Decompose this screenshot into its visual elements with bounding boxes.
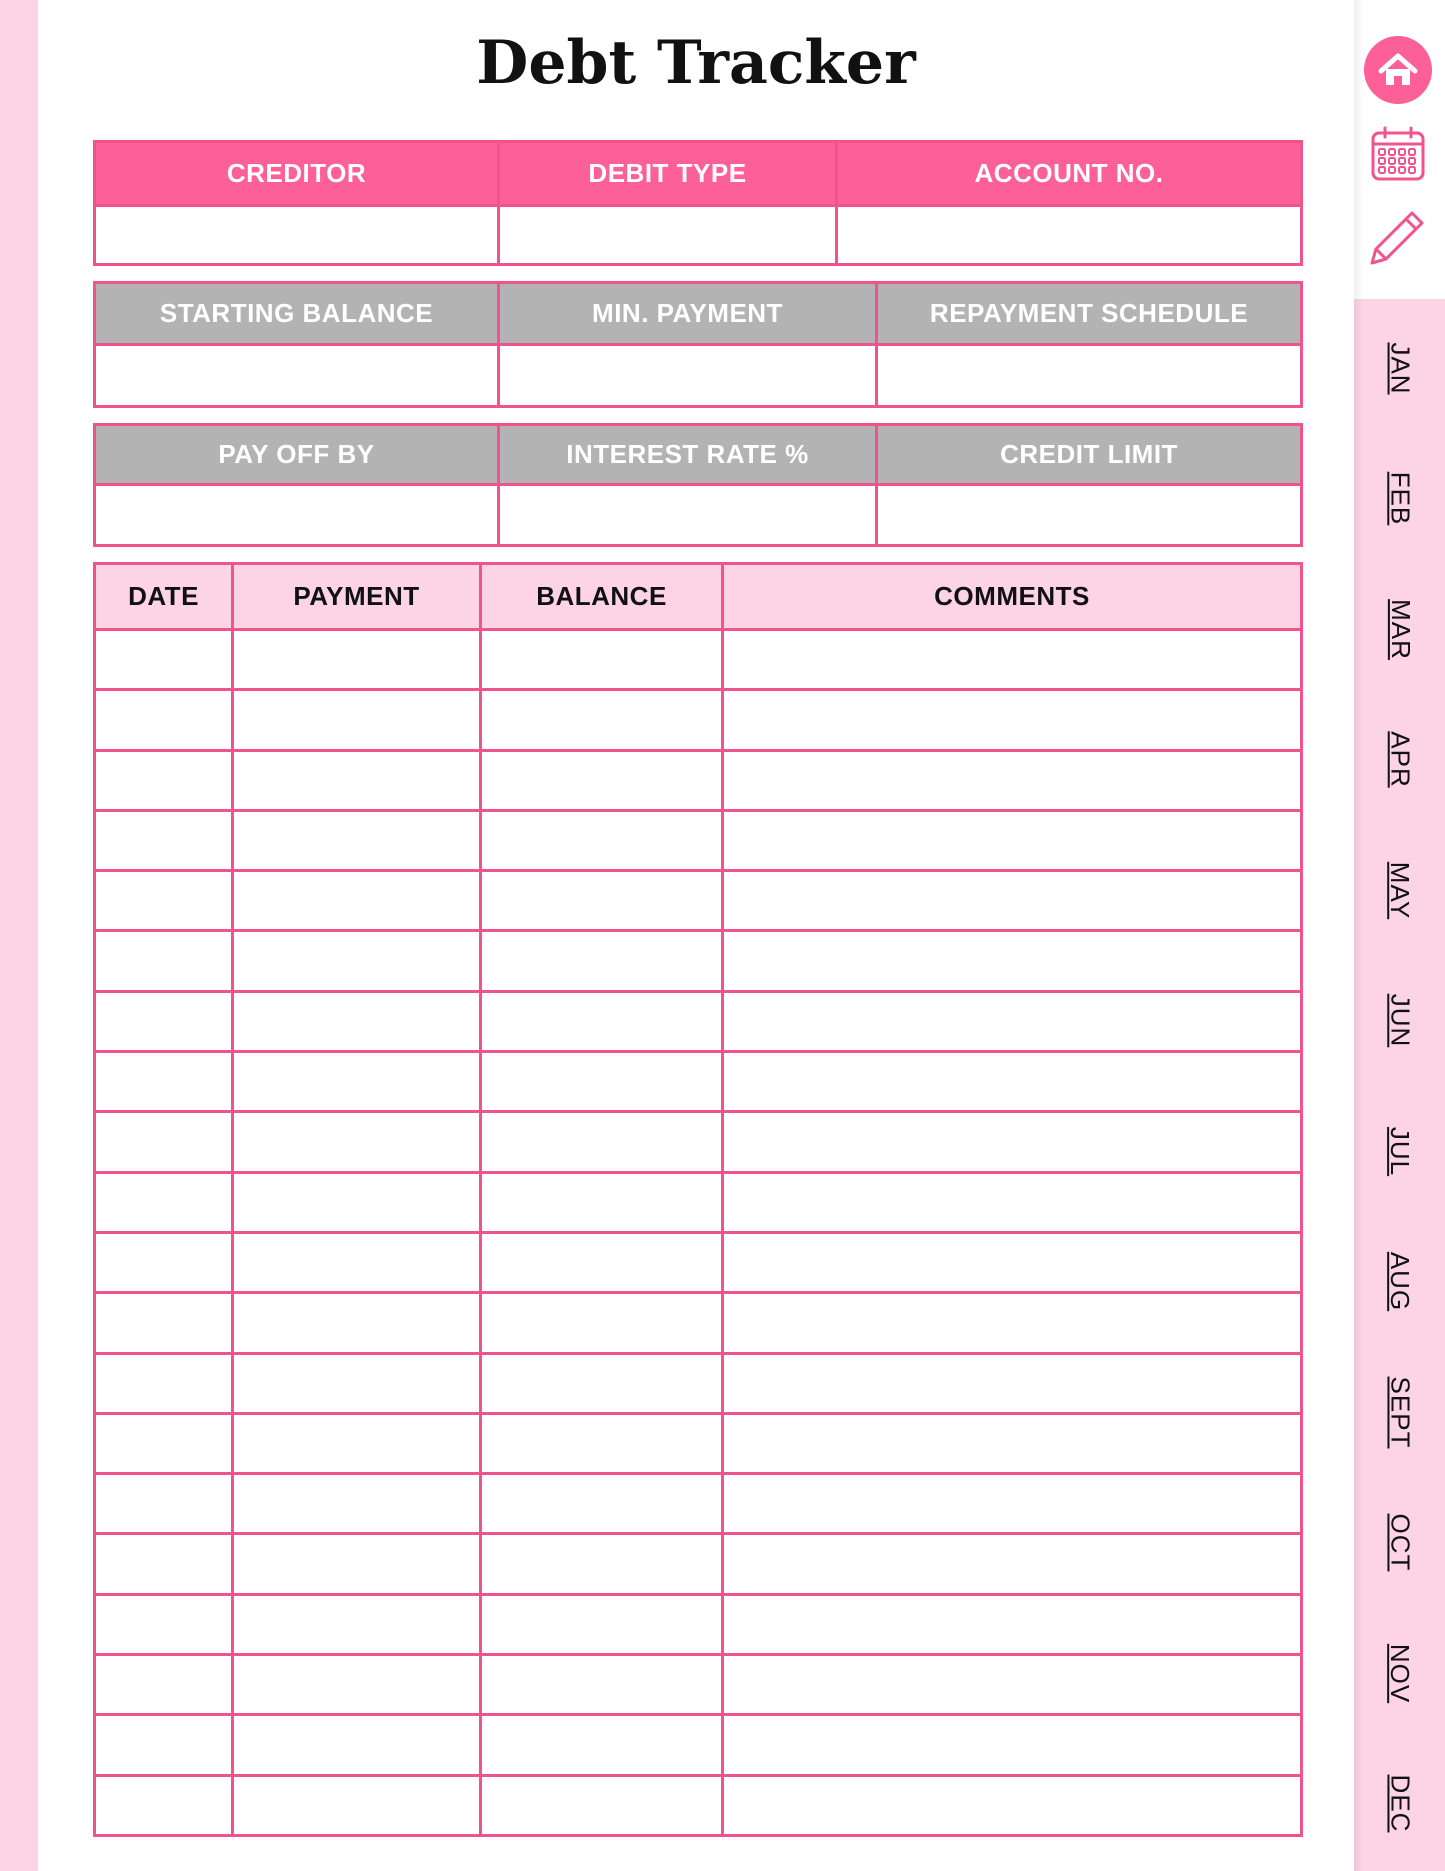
comments-cell[interactable] xyxy=(723,1775,1302,1835)
month-tab-label: AUG xyxy=(1385,1251,1416,1312)
balance-cell[interactable] xyxy=(481,1232,723,1292)
comments-cell[interactable] xyxy=(723,750,1302,810)
date-cell[interactable] xyxy=(95,1474,233,1534)
month-tab-apr[interactable] xyxy=(1372,715,1428,805)
table-row xyxy=(95,810,1302,870)
comments-cell[interactable] xyxy=(723,1655,1302,1715)
comments-cell[interactable] xyxy=(723,1232,1302,1292)
table-row xyxy=(95,1413,1302,1473)
comments-header: COMMENTS xyxy=(723,564,1302,630)
comments-cell[interactable] xyxy=(723,931,1302,991)
payment-log-table xyxy=(93,562,1303,1837)
payment-cell[interactable] xyxy=(233,750,481,810)
interest-rate-field[interactable] xyxy=(499,485,877,546)
comments-cell[interactable] xyxy=(723,1715,1302,1775)
payment-cell[interactable] xyxy=(233,1594,481,1654)
balance-cell[interactable] xyxy=(481,871,723,931)
payment-cell[interactable] xyxy=(233,690,481,750)
balance-cell[interactable] xyxy=(481,1474,723,1534)
month-tab-label: NOV xyxy=(1385,1643,1416,1703)
creditor-header: CREDITOR xyxy=(95,142,499,206)
balance-cell[interactable] xyxy=(481,1775,723,1835)
table-row xyxy=(95,1655,1302,1715)
table-row xyxy=(95,1715,1302,1775)
date-cell[interactable] xyxy=(95,630,233,690)
pencil-icon[interactable] xyxy=(1364,205,1430,276)
month-tab-may[interactable] xyxy=(1372,845,1428,935)
date-cell[interactable] xyxy=(95,1715,233,1775)
page-title: Debt Tracker xyxy=(476,28,916,98)
table-row xyxy=(95,1594,1302,1654)
month-tab-aug[interactable] xyxy=(1372,1237,1428,1327)
balance-cell[interactable] xyxy=(481,1655,723,1715)
comments-cell[interactable] xyxy=(723,1413,1302,1473)
date-cell[interactable] xyxy=(95,1052,233,1112)
month-tab-label: DEC xyxy=(1385,1774,1416,1833)
balance-cell[interactable] xyxy=(481,810,723,870)
balance-cell[interactable] xyxy=(481,991,723,1051)
comments-cell[interactable] xyxy=(723,1534,1302,1594)
comments-cell[interactable] xyxy=(723,1172,1302,1232)
table-row xyxy=(95,630,1302,690)
date-cell[interactable] xyxy=(95,1534,233,1594)
payment-cell[interactable] xyxy=(233,1052,481,1112)
month-tab-label: OCT xyxy=(1385,1513,1416,1572)
creditor-info-table xyxy=(93,140,1303,266)
table-row xyxy=(95,1052,1302,1112)
payment-cell[interactable] xyxy=(233,810,481,870)
date-cell[interactable] xyxy=(95,750,233,810)
credit-limit-field[interactable] xyxy=(877,485,1302,546)
date-cell[interactable] xyxy=(95,1413,233,1473)
date-cell[interactable] xyxy=(95,1172,233,1232)
balance-cell[interactable] xyxy=(481,690,723,750)
comments-cell[interactable] xyxy=(723,630,1302,690)
table-row xyxy=(95,690,1302,750)
date-cell[interactable] xyxy=(95,871,233,931)
balance-header: BALANCE xyxy=(481,564,723,630)
comments-cell[interactable] xyxy=(723,1474,1302,1534)
interest-rate-header: INTEREST RATE % xyxy=(499,425,877,485)
month-tab-label: JAN xyxy=(1385,341,1416,395)
month-tab-nov[interactable] xyxy=(1372,1628,1428,1718)
date-cell[interactable] xyxy=(95,1775,233,1835)
date-cell[interactable] xyxy=(95,1594,233,1654)
balance-cell[interactable] xyxy=(481,931,723,991)
comments-cell[interactable] xyxy=(723,690,1302,750)
payment-cell[interactable] xyxy=(233,871,481,931)
month-tab-sept[interactable] xyxy=(1372,1367,1428,1457)
creditor-field[interactable] xyxy=(95,206,499,265)
table-row xyxy=(95,1474,1302,1534)
balance-cell[interactable] xyxy=(481,1172,723,1232)
comments-cell[interactable] xyxy=(723,871,1302,931)
min-payment-field[interactable] xyxy=(499,345,877,407)
payment-cell[interactable] xyxy=(233,1353,481,1413)
month-tab-jul[interactable] xyxy=(1372,1106,1428,1196)
date-cell[interactable] xyxy=(95,1353,233,1413)
payment-cell[interactable] xyxy=(233,1775,481,1835)
date-cell[interactable] xyxy=(95,690,233,750)
starting-balance-field[interactable] xyxy=(95,345,499,407)
table-row xyxy=(95,871,1302,931)
comments-cell[interactable] xyxy=(723,1594,1302,1654)
month-tab-dec[interactable] xyxy=(1372,1759,1428,1849)
home-icon[interactable] xyxy=(1364,36,1432,109)
date-cell[interactable] xyxy=(95,931,233,991)
month-tab-label: MAR xyxy=(1385,598,1416,660)
min-payment-header: MIN. PAYMENT xyxy=(499,283,877,345)
balance-cell[interactable] xyxy=(481,1052,723,1112)
comments-cell[interactable] xyxy=(723,991,1302,1051)
payment-cell[interactable] xyxy=(233,991,481,1051)
comments-cell[interactable] xyxy=(723,1052,1302,1112)
debit-type-header: DEBIT TYPE xyxy=(499,142,837,206)
table-row xyxy=(95,750,1302,810)
calendar-icon[interactable] xyxy=(1370,125,1426,188)
payment-cell[interactable] xyxy=(233,1715,481,1775)
debit-type-field[interactable] xyxy=(499,206,837,265)
payment-cell[interactable] xyxy=(233,1293,481,1353)
starting-balance-header: STARTING BALANCE xyxy=(95,283,499,345)
month-tab-label: APR xyxy=(1385,731,1416,788)
month-tab-label: FEB xyxy=(1385,471,1416,526)
date-cell[interactable] xyxy=(95,810,233,870)
balance-info-table xyxy=(93,281,1303,408)
balance-cell[interactable] xyxy=(481,1594,723,1654)
balance-cell[interactable] xyxy=(481,1413,723,1473)
credit-limit-header: CREDIT LIMIT xyxy=(877,425,1302,485)
balance-cell[interactable] xyxy=(481,630,723,690)
repayment-schedule-header: REPAYMENT SCHEDULE xyxy=(877,283,1302,345)
payment-cell[interactable] xyxy=(233,630,481,690)
month-tab-label: MAY xyxy=(1385,861,1416,919)
month-tab-label: JUL xyxy=(1385,1126,1416,1176)
table-row xyxy=(95,1232,1302,1292)
payment-cell[interactable] xyxy=(233,1172,481,1232)
table-row xyxy=(95,1293,1302,1353)
account-no-header: ACCOUNT NO. xyxy=(837,142,1302,206)
pay-off-by-header: PAY OFF BY xyxy=(95,425,499,485)
payment-cell[interactable] xyxy=(233,1655,481,1715)
payment-cell[interactable] xyxy=(233,1534,481,1594)
terms-info-table xyxy=(93,423,1303,547)
balance-cell[interactable] xyxy=(481,1534,723,1594)
comments-cell[interactable] xyxy=(723,1353,1302,1413)
payment-cell[interactable] xyxy=(233,931,481,991)
balance-cell[interactable] xyxy=(481,1293,723,1353)
balance-cell[interactable] xyxy=(481,750,723,810)
table-row xyxy=(95,1172,1302,1232)
month-tab-mar[interactable] xyxy=(1372,584,1428,674)
table-row xyxy=(95,1775,1302,1835)
month-tab-feb[interactable] xyxy=(1372,454,1428,544)
table-row xyxy=(95,991,1302,1051)
month-tab-oct[interactable] xyxy=(1372,1498,1428,1588)
left-margin-strip xyxy=(0,0,38,1871)
account-no-field[interactable] xyxy=(837,206,1302,265)
comments-cell[interactable] xyxy=(723,1112,1302,1172)
payment-cell[interactable] xyxy=(233,1413,481,1473)
date-cell[interactable] xyxy=(95,991,233,1051)
payment-cell[interactable] xyxy=(233,1112,481,1172)
table-row xyxy=(95,1353,1302,1413)
date-cell[interactable] xyxy=(95,1655,233,1715)
table-row xyxy=(95,931,1302,991)
balance-cell[interactable] xyxy=(481,1112,723,1172)
table-row xyxy=(95,1534,1302,1594)
comments-cell[interactable] xyxy=(723,810,1302,870)
balance-cell[interactable] xyxy=(481,1715,723,1775)
date-header: DATE xyxy=(95,564,233,630)
date-cell[interactable] xyxy=(95,1293,233,1353)
date-cell[interactable] xyxy=(95,1112,233,1172)
month-tab-label: JUN xyxy=(1385,993,1416,1048)
balance-cell[interactable] xyxy=(481,1353,723,1413)
month-tab-jan[interactable] xyxy=(1372,323,1428,413)
month-tab-label: SEPT xyxy=(1385,1376,1416,1448)
pay-off-by-field[interactable] xyxy=(95,485,499,546)
comments-cell[interactable] xyxy=(723,1293,1302,1353)
payment-cell[interactable] xyxy=(233,1474,481,1534)
month-tab-jun[interactable] xyxy=(1372,976,1428,1066)
repayment-schedule-field[interactable] xyxy=(877,345,1302,407)
payment-header: PAYMENT xyxy=(233,564,481,630)
payment-cell[interactable] xyxy=(233,1232,481,1292)
date-cell[interactable] xyxy=(95,1232,233,1292)
table-row xyxy=(95,1112,1302,1172)
